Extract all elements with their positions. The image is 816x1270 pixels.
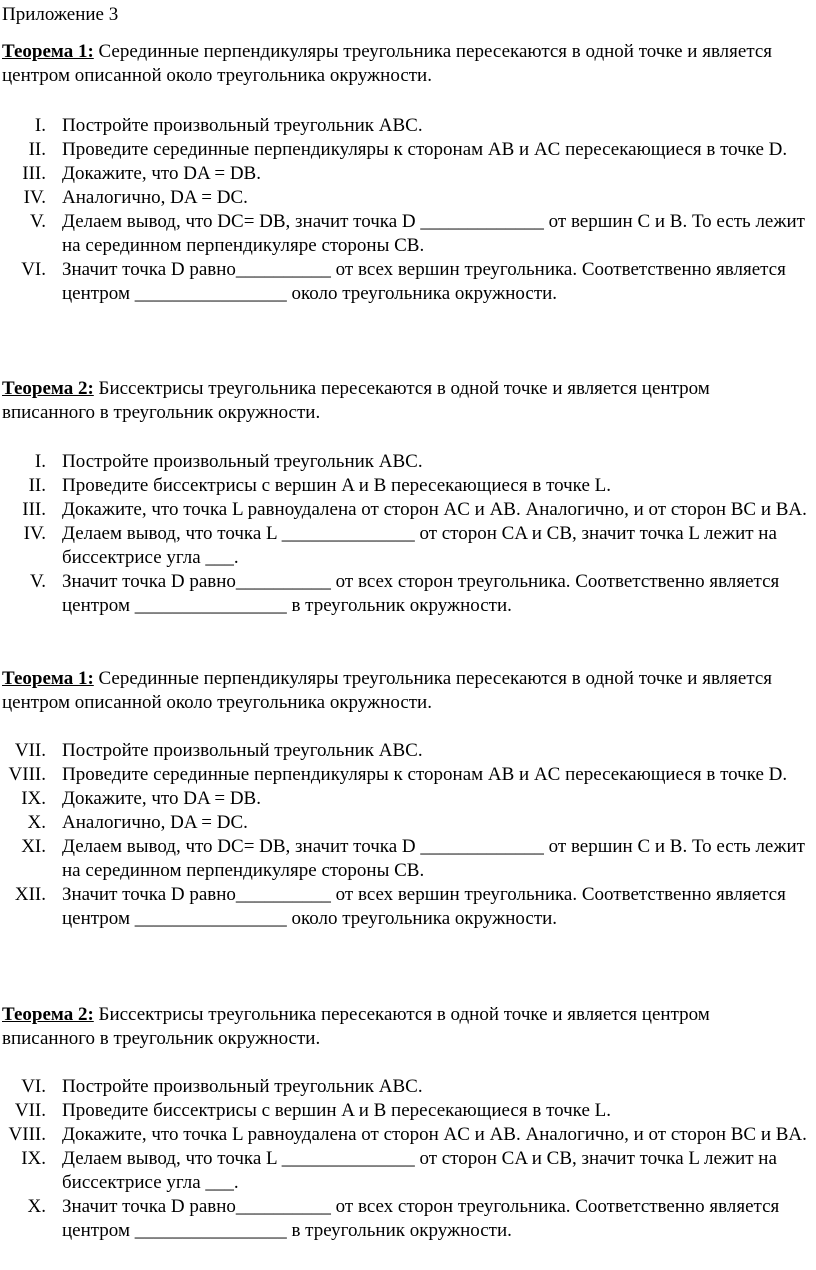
item-text: Значит точка D равно__________ от всех вершин треугольника. Соответственно является центром ________________ около треугольника окружности.: [62, 259, 786, 304]
item-text: Делаем вывод, что точка L ______________ от сторон CA и CB, значит точка L лежит на биссектрисе угла ___.: [62, 1148, 777, 1193]
item-number: I.: [34, 451, 46, 472]
theorem-1-repeat-statement: [2, 667, 802, 715]
theorem-text: Биссектрисы треугольника пересекаются в одной точке и является центром вписанного в треугольник окружности.: [2, 378, 710, 423]
item-number: VI.: [21, 259, 46, 280]
list-item: [0, 1123, 810, 1147]
list-item: [0, 210, 810, 258]
item-text: Докажите, что DA = DB.: [62, 788, 261, 809]
item-number: X.: [27, 812, 46, 833]
item-text: Докажите, что DA = DB.: [62, 163, 261, 184]
item-number: XI.: [21, 836, 46, 857]
item-text: Делаем вывод, что DC= DB, значит точка D _____________ от вершин C и B. То есть лежит на серединном перпендикуляре стороны CB.: [62, 836, 805, 881]
item-number: III.: [22, 499, 46, 520]
item-text: Постройте произвольный треугольник ABC.: [62, 451, 423, 472]
theorem-text: Серединные перпендикуляры треугольника пересекаются в одной точке и является центром описанной около треугольника окружности.: [2, 41, 773, 86]
item-text: Значит точка D равно__________ от всех вершин треугольника. Соответственно является центром ________________ около треугольника окружности.: [62, 884, 786, 929]
list-item: [0, 114, 810, 138]
theorem-1-repeat-steps: [0, 739, 810, 931]
item-number: IX.: [21, 1148, 46, 1169]
item-text: Постройте произвольный треугольник ABC.: [62, 1076, 423, 1097]
theorem-1-statement: [2, 40, 802, 88]
item-number: IV.: [23, 523, 46, 544]
theorem-label: Теорема 1:: [2, 41, 94, 62]
theorem-2-steps: [0, 450, 810, 618]
theorem-2-statement: [2, 377, 802, 425]
item-text: Значит точка D равно__________ от всех сторон треугольника. Соответственно является центром ________________ в треугольник окружности.: [62, 1196, 780, 1241]
theorem-text: Серединные перпендикуляры треугольника пересекаются в одной точке и является центром описанной около треугольника окружности.: [2, 668, 773, 713]
item-text: Аналогично, DA = DC.: [62, 187, 248, 208]
item-text: Делаем вывод, что DC= DB, значит точка D _____________ от вершин C и B. То есть лежит на серединном перпендикуляре стороны CB.: [62, 211, 805, 256]
item-text: Проведите серединные перпендикуляры к сторонам AB и AC пересекающиеся в точке D.: [62, 139, 788, 160]
list-item: [0, 1099, 810, 1123]
list-item: [0, 258, 810, 306]
item-number: VIII.: [8, 1124, 46, 1145]
item-number: VIII.: [8, 764, 46, 785]
item-number: XII.: [14, 884, 46, 905]
item-number: X.: [27, 1196, 46, 1217]
appendix-title: Приложение 3: [2, 4, 119, 25]
list-item: [0, 883, 810, 931]
item-text: Значит точка D равно__________ от всех сторон треугольника. Соответственно является центром ________________ в треугольник окружности.: [62, 571, 780, 616]
list-item: [0, 498, 810, 522]
list-item: [0, 1075, 810, 1099]
theorem-1-steps: [0, 114, 810, 306]
list-item: [0, 1147, 810, 1195]
theorem-label: Теорема 1:: [2, 668, 94, 689]
list-item: [0, 186, 810, 210]
list-item: [0, 570, 810, 618]
theorem-2-repeat-statement: [2, 1003, 802, 1051]
theorem-2-repeat-steps: [0, 1075, 810, 1243]
theorem-label: Теорема 2:: [2, 378, 94, 399]
item-text: Аналогично, DA = DC.: [62, 812, 248, 833]
item-number: IV.: [23, 187, 46, 208]
list-item: [0, 1195, 810, 1243]
list-item: [0, 739, 810, 763]
item-text: Постройте произвольный треугольник ABC.: [62, 740, 423, 761]
list-item: [0, 835, 810, 883]
item-text: Постройте произвольный треугольник ABC.: [62, 115, 423, 136]
item-number: VI.: [21, 1076, 46, 1097]
item-number: VII.: [14, 1100, 46, 1121]
item-number: II.: [28, 139, 46, 160]
item-text: Докажите, что точка L равноудалена от сторон AC и AB. Аналогично, и от сторон BC и BA.: [62, 499, 807, 520]
item-text: Проведите биссектрисы с вершин A и B пересекающиеся в точке L.: [62, 475, 611, 496]
item-text: Докажите, что точка L равноудалена от сторон AC и AB. Аналогично, и от сторон BC и BA.: [62, 1124, 807, 1145]
item-number: V.: [29, 571, 46, 592]
list-item: [0, 450, 810, 474]
item-number: II.: [28, 475, 46, 496]
list-item: [0, 138, 810, 162]
item-number: VII.: [14, 740, 46, 761]
item-number: V.: [29, 211, 46, 232]
item-number: III.: [22, 163, 46, 184]
theorem-text: Биссектрисы треугольника пересекаются в одной точке и является центром вписанного в треугольник окружности.: [2, 1004, 710, 1049]
list-item: [0, 162, 810, 186]
item-number: IX.: [21, 788, 46, 809]
item-text: Проведите биссектрисы с вершин A и B пересекающиеся в точке L.: [62, 1100, 611, 1121]
theorem-label: Теорема 2:: [2, 1004, 94, 1025]
list-item: [0, 474, 810, 498]
list-item: [0, 522, 810, 570]
list-item: [0, 763, 810, 787]
list-item: [0, 787, 810, 811]
list-item: [0, 811, 810, 835]
item-number: I.: [34, 115, 46, 136]
item-text: Делаем вывод, что точка L ______________ от сторон CA и CB, значит точка L лежит на биссектрисе угла ___.: [62, 523, 777, 568]
item-text: Проведите серединные перпендикуляры к сторонам AB и AC пересекающиеся в точке D.: [62, 764, 788, 785]
